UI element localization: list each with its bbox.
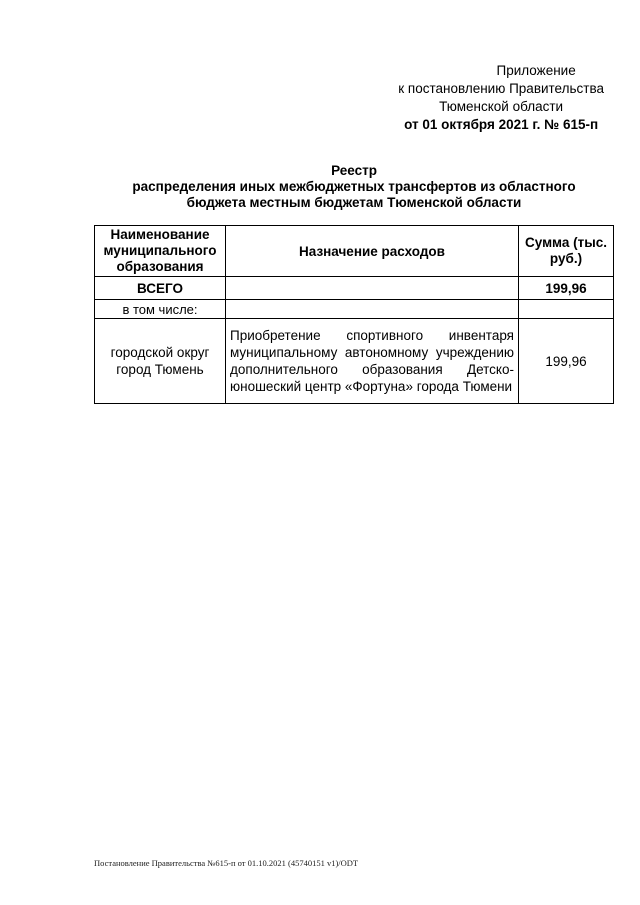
appendix-decree-ref: к постановлению Правительства [398, 81, 604, 96]
municipality-sum: 199,96 [519, 319, 614, 404]
title-line-3: бюджета местным бюджетам Тюменской области [186, 195, 522, 210]
header-municipality: Наименование муниципального образования [95, 226, 226, 277]
appendix-title: Приложение [496, 63, 576, 78]
subtotal-sum-empty [519, 300, 614, 319]
expense-purpose: Приобретение спортивного инвентаря муниципальному автономному учреждению дополнительного образования Детско-юношеский центр «Фортуна» города Тюмени [226, 319, 519, 404]
document-title [94, 163, 614, 211]
total-label: ВСЕГО [95, 277, 226, 300]
table-row [95, 319, 614, 404]
total-purpose-empty [226, 277, 519, 300]
header-purpose: Назначение расходов [226, 226, 519, 277]
total-row [95, 277, 614, 300]
title-line-2: распределения иных межбюджетных трансфертов из областного [132, 179, 576, 194]
title-line-1: Реестр [331, 163, 377, 178]
subtotal-label: в том числе: [95, 300, 226, 319]
document-footer: Постановление Правительства №615-п от 01.10.2021 (45740151 v1)/ODT [94, 858, 359, 868]
appendix-block [398, 62, 604, 134]
header-sum: Сумма (тыс. руб.) [519, 226, 614, 277]
total-sum: 199,96 [519, 277, 614, 300]
registry-table [94, 225, 614, 404]
appendix-date-number: от 01 октября 2021 г. № 615-п [404, 117, 599, 132]
municipality-name: городской округ город Тюмень [95, 319, 226, 404]
appendix-region: Тюменской области [439, 99, 564, 114]
header-row [95, 226, 614, 277]
subtotal-row [95, 300, 614, 319]
subtotal-purpose-empty [226, 300, 519, 319]
